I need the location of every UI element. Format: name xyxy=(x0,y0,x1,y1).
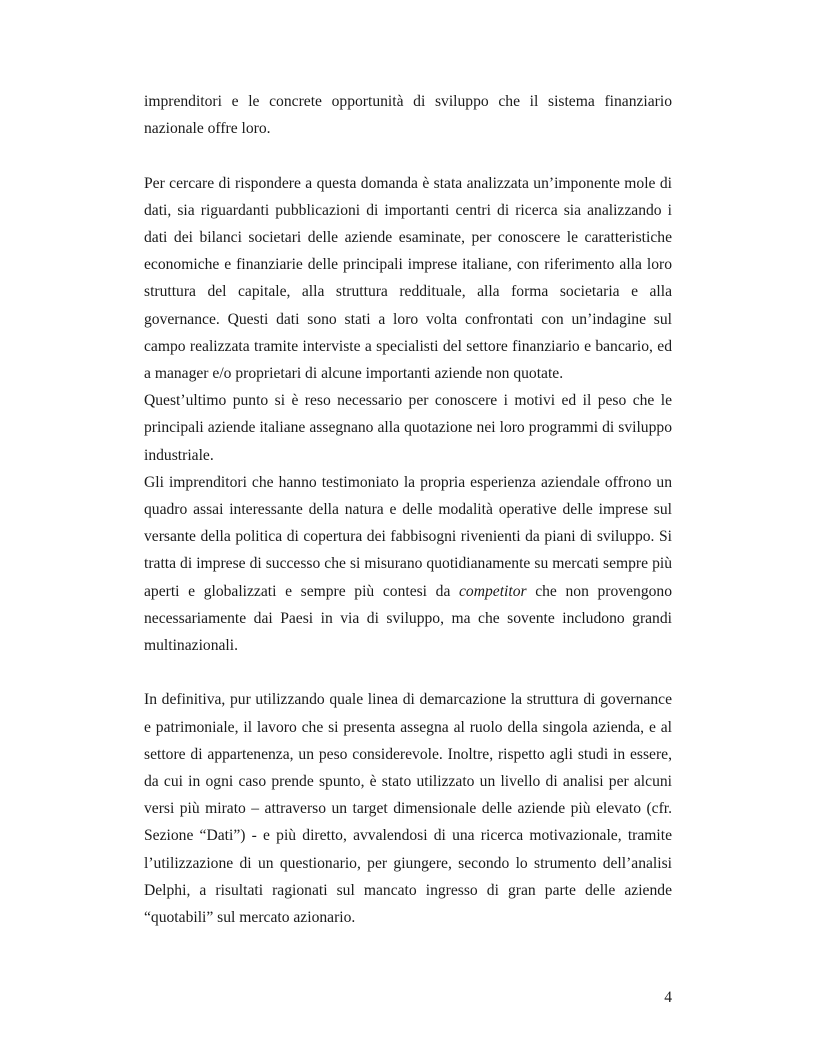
paragraph-continuation: imprenditori e le concrete opportunità di sviluppo che il sistema finanziario nazionale offre loro. xyxy=(144,93,672,138)
body-text xyxy=(144,88,672,931)
paragraph-entrepreneurs-text-a: Gli imprenditori che hanno testimoniato la propria esperienza aziendale offrono un quadro assai interessante della natura e delle modalità operative delle imprese sul versante della politica di copertura dei fabbisogni rivenienti da piani di sviluppo. Si tratta di imprese di successo che si misurano quotidianamente su mercati sempre più aperti e globalizzati e sempre più contesi da xyxy=(144,473,672,600)
competitor-term: competitor xyxy=(459,582,527,600)
page-number: 4 xyxy=(664,989,672,1006)
paragraph-research-method: Per cercare di rispondere a questa domanda è stata analizzata un’imponente mole di dati, sia riguardanti pubblicazioni di importanti centri di ricerca sia analizzando i dati dei bilanci societari delle aziende esaminate, per conoscere le caratteristiche economiche e finanziarie delle principali imprese italiane, con riferimento alla loro struttura del capitale, alla struttura reddituale, alla forma societaria e alla governance. Questi dati sono stati a loro volta confrontati con un’indagine sul campo realizzata tramite interviste a specialisti del settore finanziario e bancario, ed a manager e/o proprietari di alcune importanti aziende non quotate. xyxy=(144,174,672,383)
paragraph-conclusion: In definitiva, pur utilizzando quale linea di demarcazione la struttura di governance e patrimoniale, il lavoro che si presenta assegna al ruolo della singola azienda, e al settore di appartenenza, un peso considerevole. Inoltre, rispetto agli studi in essere, da cui in ogni caso prende spunto, è stato utilizzato un livello di analisi per alcuni versi più mirato – attraverso un target dimensionale delle aziende più elevato (cfr. Sezione “Dati”) - e più diretto, avvalendosi di una ricerca motivazionale, tramite l’utilizzazione di un questionario, per giungere, secondo lo strumento dell’analisi Delphi, a risultati ragionati sul mancato ingresso di gran parte delle aziende “quotabili” sul mercato azionario. xyxy=(144,691,672,927)
paragraph-entrepreneurs-text-b: che non provengono necessariamente dai Paesi in via di sviluppo, ma che sovente includono grandi multinazionali. xyxy=(144,582,673,655)
paragraph-entrepreneurs xyxy=(144,469,672,659)
paragraph-gap xyxy=(144,659,672,686)
paragraph-gap xyxy=(144,142,672,169)
paragraph-quotation-reason: Quest’ultimo punto si è reso necessario per conoscere i motivi ed il peso che le principali aziende italiane assegnano alla quotazione nei loro programmi di sviluppo industriale. xyxy=(144,392,672,464)
